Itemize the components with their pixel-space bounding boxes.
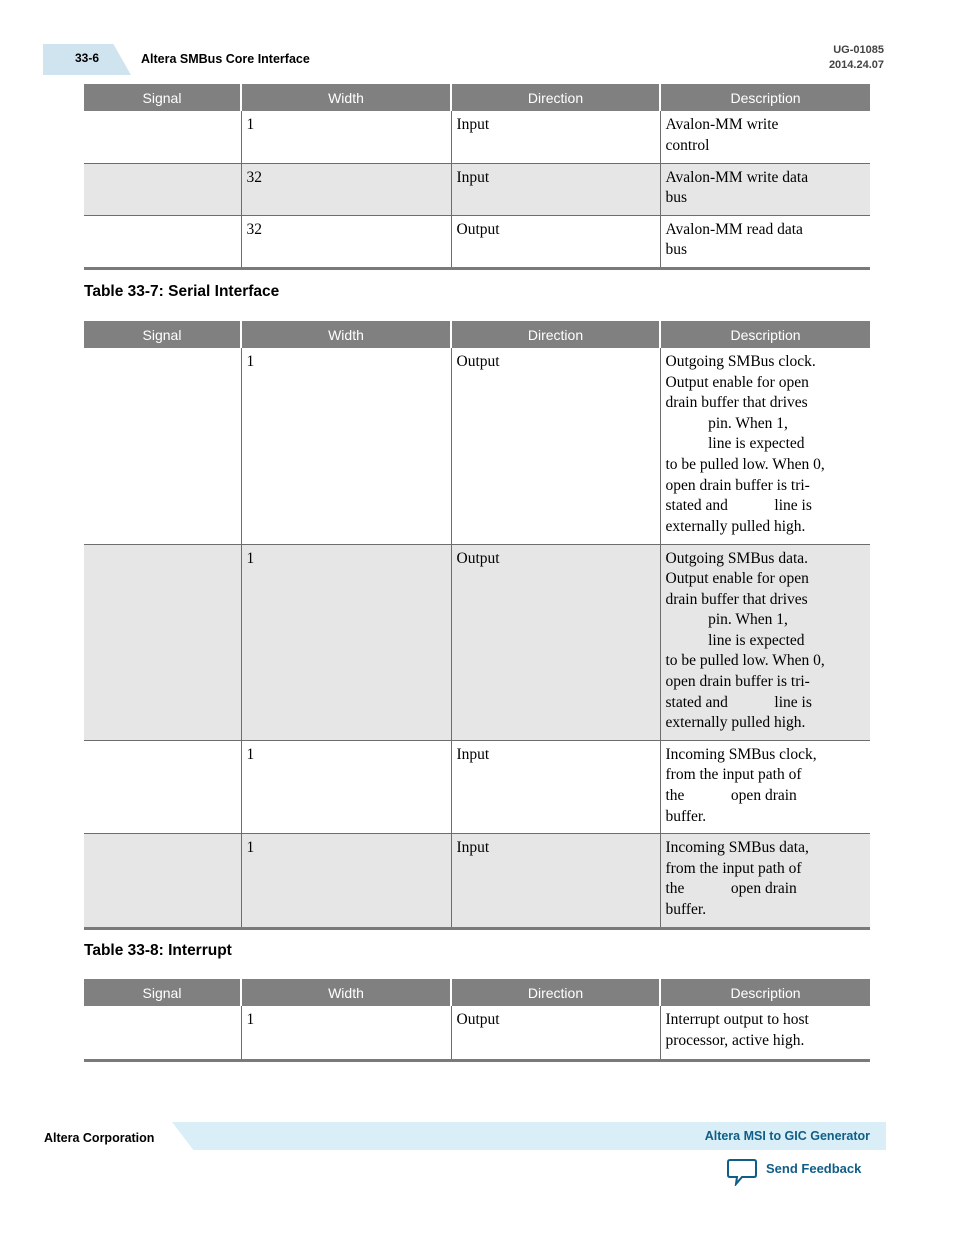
- description-line: processor, active high.: [665, 1031, 805, 1049]
- col-header-description: Description: [660, 321, 870, 348]
- width-cell: 32: [241, 163, 451, 215]
- table-row: [84, 163, 870, 215]
- footer-guide-title-link[interactable]: Altera MSI to GIC Generator: [704, 1129, 870, 1143]
- description-cell: [660, 163, 870, 215]
- description-cell: [660, 834, 870, 928]
- description-cell: [660, 111, 870, 163]
- description-line: Outgoing SMBus data.: [665, 549, 809, 567]
- description-line: Incoming SMBus clock,: [665, 745, 817, 763]
- description-line: control: [665, 136, 710, 154]
- width-cell: 32: [241, 215, 451, 268]
- description-line: the open drain: [665, 880, 797, 898]
- description-line: pin. When 1,: [665, 611, 788, 629]
- description-line: to be pulled low. When 0,: [665, 652, 825, 670]
- direction-cell: Input: [451, 834, 660, 928]
- description-line: open drain buffer is tri-: [665, 476, 810, 494]
- direction-cell: Input: [451, 111, 660, 163]
- description-line: line is expected: [665, 631, 805, 649]
- width-cell: 1: [241, 544, 451, 740]
- page-number: 33-6: [75, 51, 100, 65]
- table-row: [84, 215, 870, 268]
- col-header-width: Width: [241, 84, 451, 111]
- description-cell: [660, 544, 870, 740]
- col-header-description: Description: [660, 84, 870, 111]
- description-cell: [660, 740, 870, 833]
- description-line: drain buffer that drives: [665, 394, 808, 412]
- signals-table-continued: [84, 84, 870, 270]
- description-cell: [660, 348, 870, 544]
- send-feedback-link[interactable]: [727, 1158, 861, 1188]
- signal-cell: [84, 163, 241, 215]
- description-line: drain buffer that drives: [665, 590, 808, 608]
- description-line: to be pulled low. When 0,: [665, 455, 825, 473]
- direction-cell: Input: [451, 163, 660, 215]
- width-cell: 1: [241, 348, 451, 544]
- signal-cell: [84, 1006, 241, 1060]
- direction-cell: Input: [451, 740, 660, 833]
- table-row: [84, 834, 870, 928]
- col-header-direction: Direction: [451, 84, 660, 111]
- description-line: the open drain: [665, 787, 797, 805]
- send-feedback-label: Send Feedback: [766, 1161, 862, 1176]
- col-header-signal: Signal: [84, 321, 241, 348]
- doc-id: UG-01085: [833, 44, 884, 56]
- width-cell: 1: [241, 111, 451, 163]
- table-row: [84, 1006, 870, 1060]
- description-line: bus: [665, 189, 688, 207]
- signal-cell: [84, 740, 241, 833]
- description-line: from the input path of: [665, 766, 802, 784]
- description-line: buffer.: [665, 901, 707, 918]
- description-line: from the input path of: [665, 859, 802, 877]
- description-line: buffer.: [665, 807, 707, 825]
- col-header-direction: Direction: [451, 979, 660, 1006]
- signal-cell: [84, 834, 241, 928]
- footer-company: Altera Corporation: [44, 1131, 155, 1145]
- col-header-signal: Signal: [84, 84, 241, 111]
- description-line: Output enable for open: [665, 373, 809, 391]
- description-line: externally pulled high.: [665, 517, 806, 535]
- col-header-description: Description: [660, 979, 870, 1006]
- signal-cell: [84, 111, 241, 163]
- section-title: Altera SMBus Core Interface: [141, 52, 310, 66]
- description-line: stated and line is: [665, 497, 812, 515]
- col-header-direction: Direction: [451, 321, 660, 348]
- doc-date: 2014.24.07: [828, 59, 884, 71]
- col-header-width: Width: [241, 979, 451, 1006]
- direction-cell: Output: [451, 215, 660, 268]
- description-line: bus: [665, 241, 688, 259]
- description-line: Output enable for open: [665, 570, 809, 588]
- table-row: [84, 544, 870, 740]
- description-line: Avalon-MM read data: [665, 220, 803, 238]
- width-cell: 1: [241, 834, 451, 928]
- table-caption-serial-interface: Table 33-7: Serial Interface: [84, 283, 280, 300]
- description-line: stated and line is: [665, 693, 812, 711]
- col-header-signal: Signal: [84, 979, 241, 1006]
- description-line: pin. When 1,: [665, 414, 788, 432]
- description-line: line is expected: [665, 435, 805, 453]
- description-line: Avalon-MM write data: [665, 168, 809, 186]
- direction-cell: Output: [451, 1006, 660, 1060]
- signal-cell: [84, 544, 241, 740]
- description-line: Incoming SMBus data,: [665, 839, 809, 857]
- direction-cell: Output: [451, 544, 660, 740]
- description-line: Interrupt output to host: [665, 1011, 809, 1028]
- signal-cell: [84, 215, 241, 268]
- col-header-width: Width: [241, 321, 451, 348]
- signal-cell: [84, 348, 241, 544]
- doc-info: [829, 43, 884, 73]
- table-caption-interrupt: Table 33-8: Interrupt: [84, 942, 232, 959]
- width-cell: 1: [241, 1006, 451, 1060]
- table-row: [84, 111, 870, 163]
- interrupt-table: [84, 979, 870, 1062]
- speech-bubble-icon: [727, 1158, 757, 1191]
- description-line: open drain buffer is tri-: [665, 673, 810, 691]
- direction-cell: Output: [451, 348, 660, 544]
- description-line: Avalon-MM write: [665, 116, 779, 133]
- table-row: [84, 348, 870, 544]
- width-cell: 1: [241, 740, 451, 833]
- description-line: Outgoing SMBus clock.: [665, 353, 816, 370]
- description-cell: [660, 215, 870, 268]
- description-line: externally pulled high.: [665, 714, 806, 732]
- table-row: [84, 740, 870, 833]
- description-cell: [660, 1006, 870, 1060]
- serial-interface-table: [84, 321, 870, 930]
